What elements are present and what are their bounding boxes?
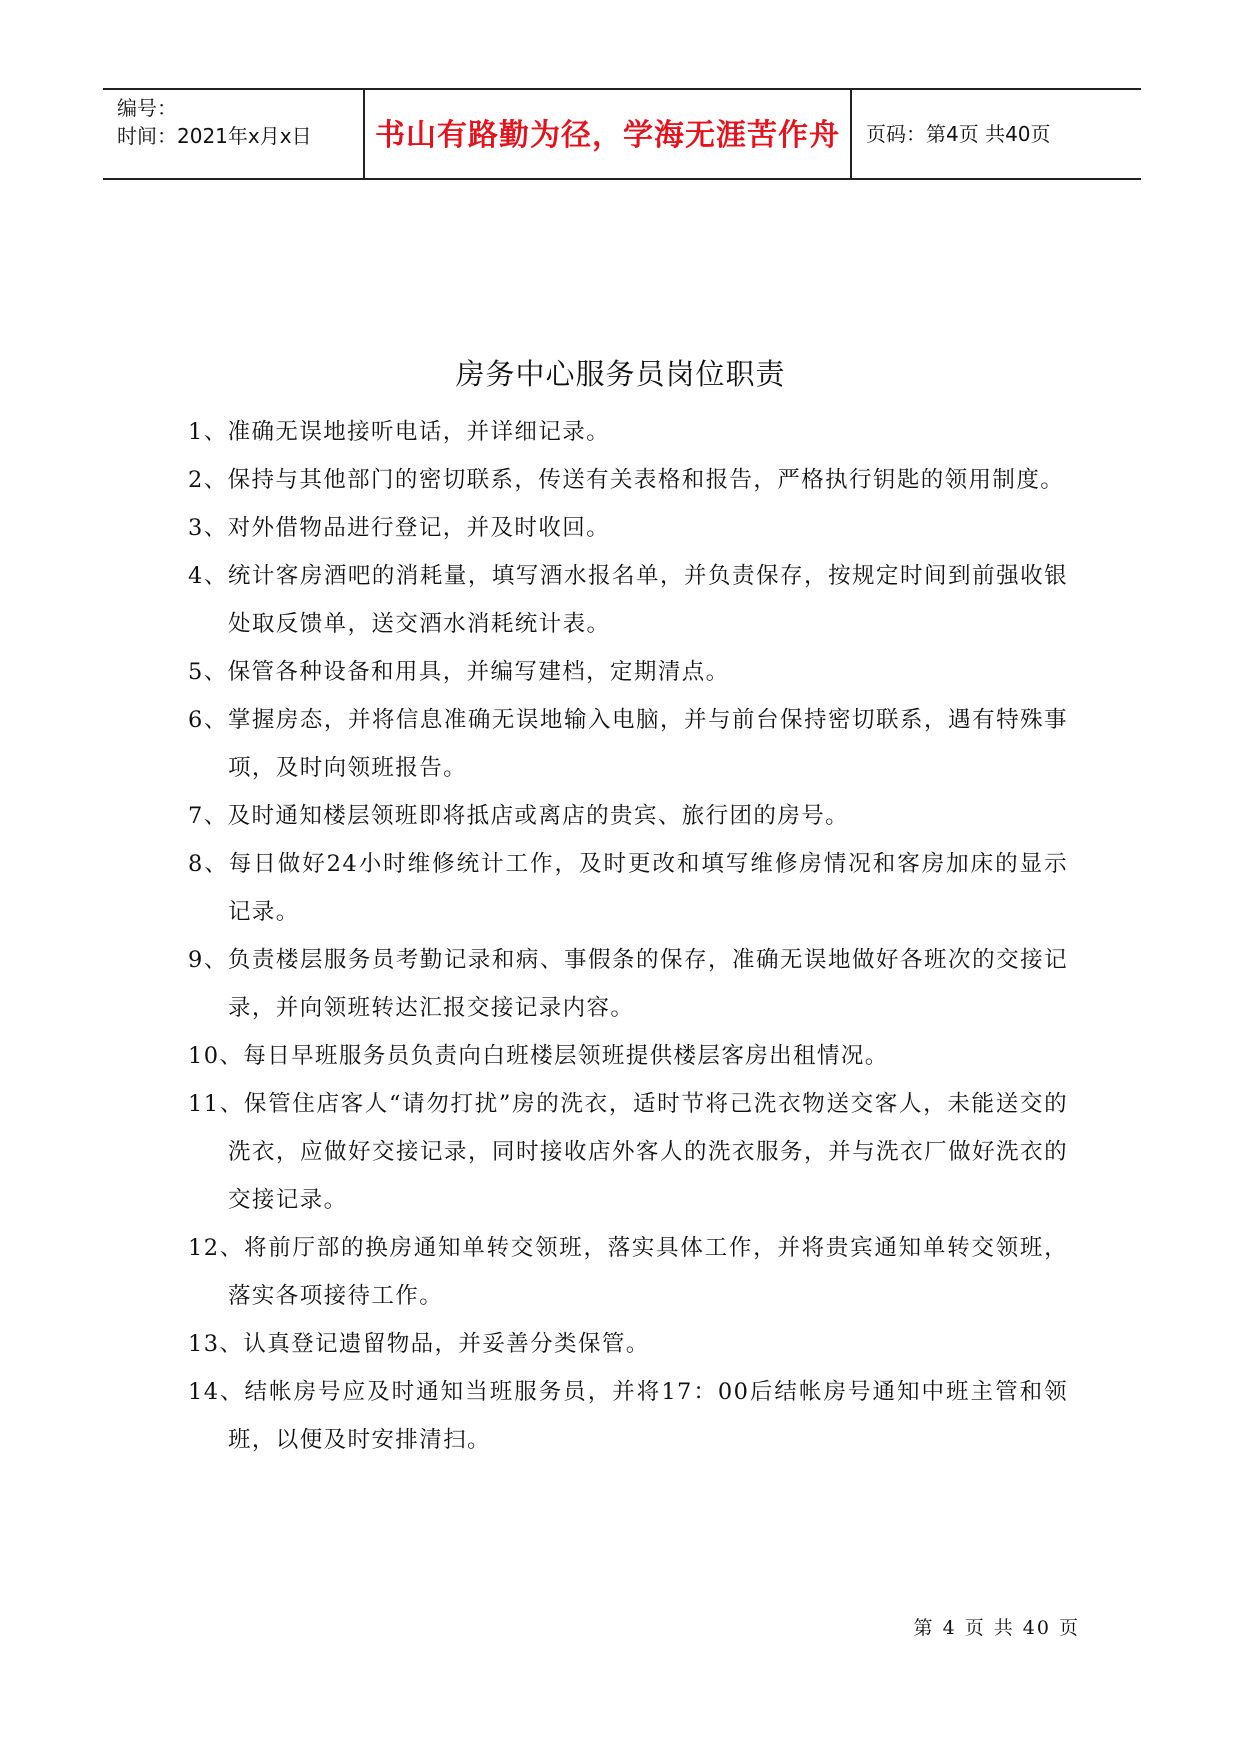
page-footer: 第 4 页 共 40 页 — [913, 1617, 1080, 1639]
duty-item: 7、及时通知楼层领班即将抵店或离店的贵宾、旅行团的房号。 — [188, 803, 850, 829]
duty-item: 1、准确无误地接听电话，并详细记录。 — [188, 419, 611, 445]
duty-item: 4、统计客房酒吧的消耗量，填写酒水报名单，并负责保存，按规定时间到前强收银处取反馈单，送交酒水消耗统计表。 — [188, 563, 1068, 637]
document-number-label: 编号： — [117, 96, 177, 120]
duty-item: 13、认真登记遗留物品，并妥善分类保管。 — [188, 1331, 650, 1357]
document-title: 房务中心服务员岗位职责 — [455, 357, 786, 391]
header-page-label: 页码：第4页 共40页 — [866, 121, 1051, 146]
document-time-label: 时间：2021年x月x日 — [117, 124, 312, 148]
duty-item: 8、每日做好24小时维修统计工作，及时更改和填写维修房情况和客房加床的显示记录。 — [188, 851, 1068, 925]
header-motto: 书山有路勤为径，学海无涯苦作舟 — [365, 90, 852, 178]
duty-item: 5、保管各种设备和用具，并编写建档，定期清点。 — [188, 659, 730, 685]
duty-item: 11、保管住店客人“请勿打扰”房的洗衣，适时节将己洗衣物送交客人，未能送交的洗衣，应做好交接记录，同时接收店外客人的洗衣服务，并与洗衣厂做好洗衣的交接记录。 — [188, 1091, 1068, 1213]
header-info-cell — [103, 90, 365, 178]
duty-item: 6、掌握房态，并将信息准确无误地输入电脑，并与前台保持密切联系，遇有特殊事项，及时向领班报告。 — [188, 707, 1068, 781]
duty-list — [188, 408, 1068, 1464]
duty-item: 3、对外借物品进行登记，并及时收回。 — [188, 515, 611, 541]
duty-item: 9、负责楼层服务员考勤记录和病、事假条的保存，准确无误地做好各班次的交接记录，并向领班转达汇报交接记录内容。 — [188, 947, 1068, 1021]
page-header — [103, 88, 1141, 180]
duty-item: 2、保持与其他部门的密切联系，传送有关表格和报告，严格执行钥匙的领用制度。 — [188, 467, 1065, 493]
duty-item: 10、每日早班服务员负责向白班楼层领班提供楼层客房出租情况。 — [188, 1043, 889, 1069]
duty-item: 14、结帐房号应及时通知当班服务员，并将17：00后结帐房号通知中班主管和领班，以便及时安排清扫。 — [188, 1379, 1068, 1453]
duty-item: 12、将前厅部的换房通知单转交领班，落实具体工作，并将贵宾通知单转交领班，落实各项接待工作。 — [188, 1235, 1068, 1309]
